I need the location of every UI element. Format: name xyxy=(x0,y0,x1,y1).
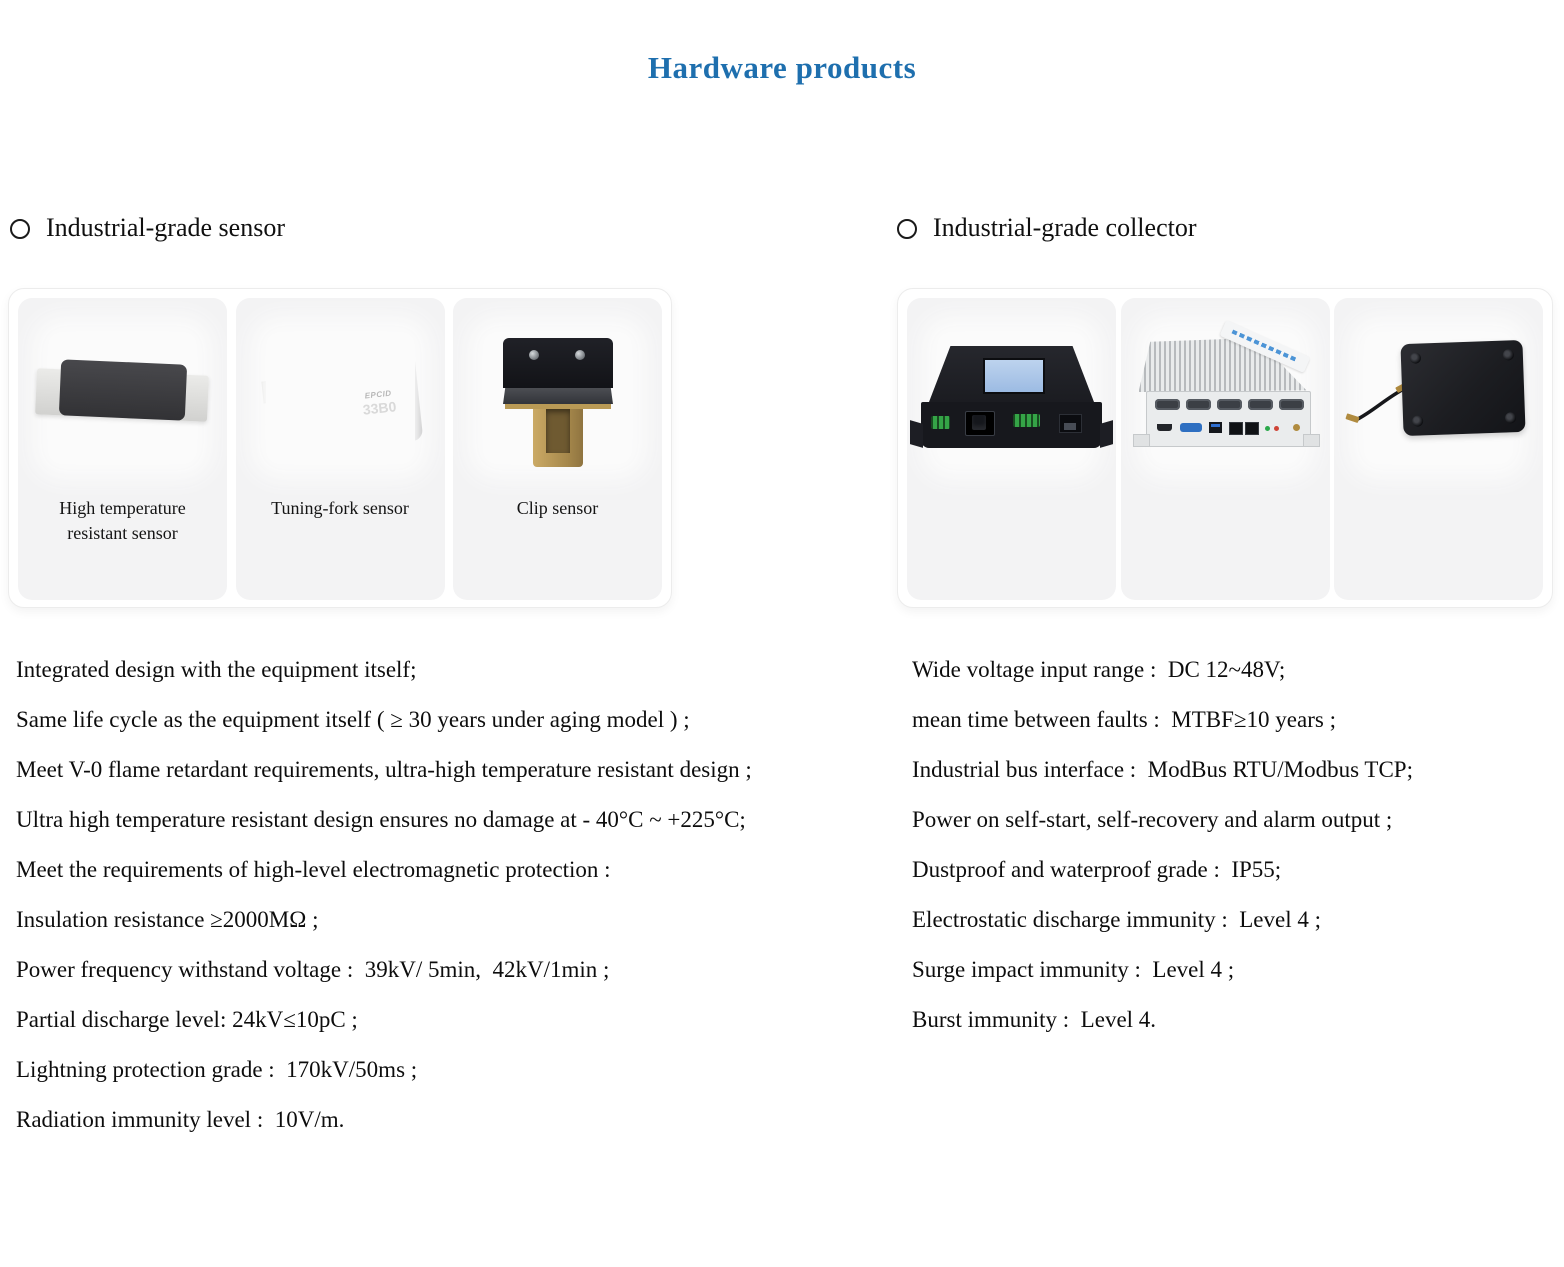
audio-jack xyxy=(1265,426,1270,431)
terminal-block xyxy=(931,416,950,429)
product-card-high-temperature-sensor xyxy=(18,298,227,600)
serial-port xyxy=(1279,399,1304,410)
spec-line: Wide voltage input range : DC 12~48V; xyxy=(912,657,1286,682)
photo-tuning-fork-sensor xyxy=(236,298,445,490)
product-card-industrial-box-pc xyxy=(1121,298,1330,600)
product-card-tuning-fork-sensor xyxy=(236,298,445,600)
vga-port xyxy=(1180,423,1202,432)
power-switch xyxy=(965,411,995,436)
spec-line: Meet the requirements of high-level electromagnetic protection : xyxy=(16,857,611,882)
photo-industrial-box-pc xyxy=(1121,298,1330,490)
product-card-collector-lcd-unit xyxy=(907,298,1116,600)
serial-port xyxy=(1155,399,1180,410)
pc-front-face xyxy=(1146,391,1311,447)
spec-line: Partial discharge level: 24kV≤10pC ; xyxy=(16,1007,358,1032)
rocker xyxy=(972,415,986,430)
spec-line: Same life cycle as the equipment itself ( ≥ 30 years under aging model ) ; xyxy=(16,707,690,732)
chip-brand-text: EPCID xyxy=(363,388,392,401)
sensor-specs xyxy=(16,645,806,1145)
product-label: Clip sensor xyxy=(516,498,599,518)
antenna-plate-body xyxy=(1400,340,1525,436)
photo-clip-sensor xyxy=(453,298,662,490)
antenna-connector xyxy=(1293,424,1300,431)
clip-sensor-body xyxy=(503,338,613,388)
section-heading-sensor xyxy=(10,211,285,245)
lcd-screen xyxy=(983,358,1045,394)
section-heading-collector xyxy=(897,211,1197,245)
spec-line: Meet V-0 flame retardant requirements, ultra-high temperature resistant design ; xyxy=(16,757,752,782)
chip-model-text: 33B0 xyxy=(361,398,397,418)
mounting-wing xyxy=(1100,420,1113,448)
audio-jack xyxy=(1274,426,1279,431)
usb-port xyxy=(1209,422,1222,433)
sensor-black-slab xyxy=(59,359,187,420)
screw-icon xyxy=(1412,415,1423,426)
screw-icon xyxy=(1410,352,1421,363)
screw-icon xyxy=(575,350,585,360)
port-contact xyxy=(1064,423,1076,430)
spec-line: Surge impact immunity : Level 4 ; xyxy=(912,957,1235,982)
product-label: High temperature resistant sensor xyxy=(59,498,186,543)
spec-line: Burst immunity : Level 4. xyxy=(912,1007,1157,1032)
photo-collector-lcd-unit xyxy=(907,298,1116,490)
spec-line: Power frequency withstand voltage : 39kV/ 5min, 42kV/1min ; xyxy=(16,957,610,982)
mounting-ear xyxy=(1133,434,1150,447)
clip-sensor-brass-clip xyxy=(533,409,583,467)
clip-sensor-bevel xyxy=(503,388,613,404)
sensor-products-panel xyxy=(8,288,672,608)
hdmi-port xyxy=(1157,424,1172,431)
terminal-block xyxy=(1013,414,1040,427)
section-heading-collector-label: Industrial-grade collector xyxy=(933,213,1197,242)
screw-icon xyxy=(1503,349,1514,360)
usb-tongue xyxy=(1211,424,1220,427)
spec-line: Dustproof and waterproof grade : IP55; xyxy=(912,857,1282,882)
spec-line: Electrostatic discharge immunity : Level 4 ; xyxy=(912,907,1321,932)
spec-line: Power on self-start, self-recovery and alarm output ; xyxy=(912,807,1393,832)
ethernet-port xyxy=(1059,414,1082,433)
spec-line: Insulation resistance ≥2000MΩ ; xyxy=(16,907,319,932)
screw-icon xyxy=(529,350,539,360)
mounting-ear xyxy=(1303,434,1320,447)
photo-high-temperature-sensor xyxy=(18,298,227,490)
photo-collector-antenna-plate xyxy=(1334,298,1543,490)
spec-line: Ultra high temperature resistant design ensures no damage at - 40°C ~ +225°C; xyxy=(16,807,746,832)
circle-bullet-icon xyxy=(897,219,917,239)
spec-line: Radiation immunity level : 10V/m. xyxy=(16,1107,345,1132)
ethernet-port xyxy=(1229,422,1243,435)
screw-icon xyxy=(1505,412,1516,423)
section-heading-sensor-label: Industrial-grade sensor xyxy=(46,213,285,242)
product-label: Tuning-fork sensor xyxy=(271,498,409,518)
collector-specs xyxy=(912,645,1537,1045)
spec-line: Integrated design with the equipment itself; xyxy=(16,657,417,682)
spec-line: mean time between faults : MTBF≥10 years ; xyxy=(912,707,1336,732)
product-card-collector-antenna-plate xyxy=(1334,298,1543,600)
spec-line: Industrial bus interface : ModBus RTU/Modbus TCP; xyxy=(912,757,1413,782)
serial-port xyxy=(1186,399,1211,410)
ethernet-port xyxy=(1245,422,1259,435)
serial-port xyxy=(1217,399,1242,410)
spec-line: Lightning protection grade : 170kV/50ms ; xyxy=(16,1057,418,1082)
circle-bullet-icon xyxy=(10,219,30,239)
clip-slot xyxy=(546,409,570,453)
product-card-clip-sensor xyxy=(453,298,662,600)
page-title: Hardware products xyxy=(647,50,917,85)
serial-port xyxy=(1248,399,1273,410)
mounting-wing xyxy=(910,420,923,448)
collector-products-panel xyxy=(897,288,1553,608)
